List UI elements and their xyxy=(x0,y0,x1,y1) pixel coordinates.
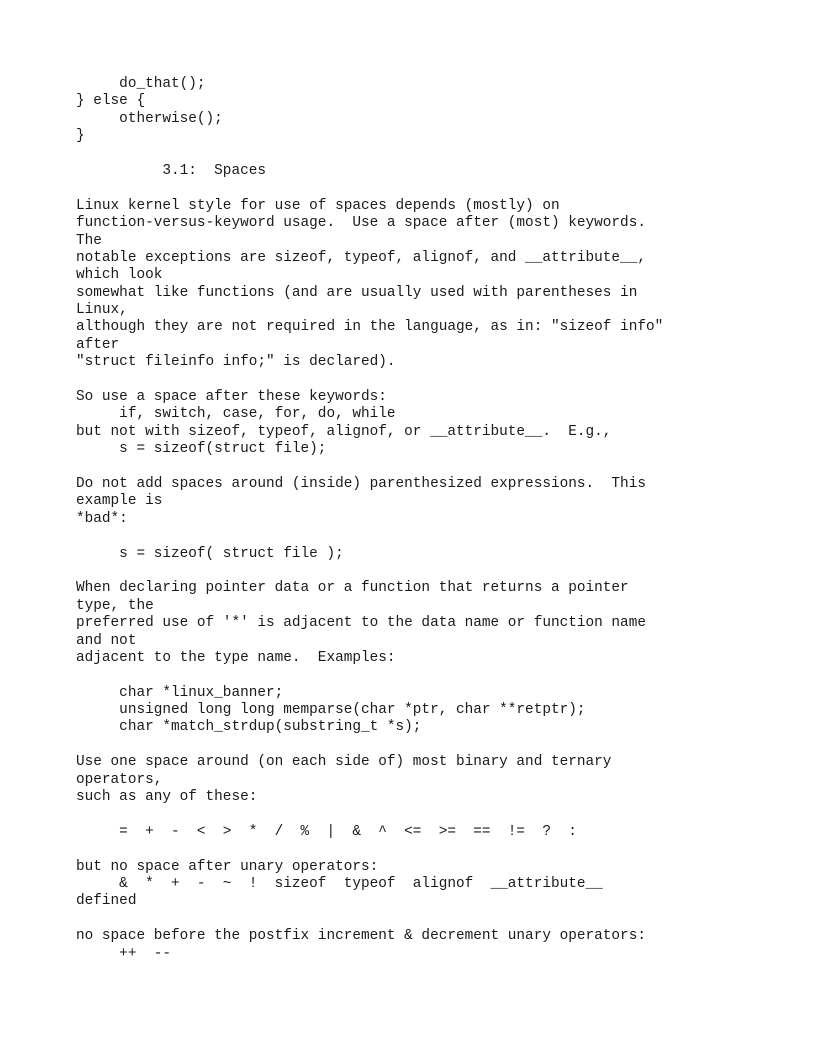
text-line: 3.1: Spaces xyxy=(76,162,266,179)
text-line: char *match_strdup(substring_t *s); xyxy=(76,719,422,736)
text-line: & * + - ~ ! sizeof typeof alignof __attribute__ xyxy=(76,875,603,892)
text-line xyxy=(76,911,766,928)
text-line: if, switch, case, for, do, while xyxy=(76,406,396,423)
text-line: preferred use of '*' is adjacent to the data name or function name xyxy=(76,615,646,632)
text-line: Linux, xyxy=(76,302,128,319)
text-line: unsigned long long memparse(char *ptr, char **retptr); xyxy=(76,702,586,719)
text-line: } else { xyxy=(76,93,146,110)
text-line xyxy=(76,180,766,197)
text-line: do_that(); xyxy=(76,76,206,92)
text-line: no space before the postfix increment & decrement unary operators: xyxy=(76,928,646,945)
text-line: such as any of these: xyxy=(76,789,258,806)
text-line: s = sizeof( struct file ); xyxy=(76,545,344,562)
text-line xyxy=(76,563,766,580)
text-line: The xyxy=(76,232,102,249)
text-line: after xyxy=(76,336,120,353)
text-line xyxy=(76,528,766,545)
text-line: char *linux_banner; xyxy=(76,684,284,701)
text-line xyxy=(76,841,766,858)
text-line: adjacent to the type name. Examples: xyxy=(76,649,396,666)
text-line: example is xyxy=(76,493,163,510)
text-line xyxy=(76,667,766,684)
text-line xyxy=(76,146,766,163)
text-line: Use one space around (on each side of) most binary and ternary xyxy=(76,754,612,771)
text-line: Linux kernel style for use of spaces depends (mostly) on xyxy=(76,197,560,214)
text-line: but not with sizeof, typeof, alignof, or __attribute__. E.g., xyxy=(76,423,612,440)
text-line: "struct fileinfo info;" is declared). xyxy=(76,354,396,371)
text-line: operators, xyxy=(76,771,163,788)
text-line: but no space after unary operators: xyxy=(76,858,379,875)
text-line: So use a space after these keywords: xyxy=(76,389,387,406)
text-line: Do not add spaces around (inside) parenthesized expressions. This xyxy=(76,475,646,492)
text-line: notable exceptions are sizeof, typeof, alignof, and __attribute__, xyxy=(76,249,646,266)
text-line: which look xyxy=(76,267,163,284)
text-line: although they are not required in the language, as in: "sizeof info" xyxy=(76,319,664,336)
text-line: ++ -- xyxy=(76,945,171,962)
text-line xyxy=(76,737,766,754)
document-page xyxy=(76,76,766,1036)
text-line xyxy=(76,806,766,823)
text-line xyxy=(76,372,766,389)
text-line: } xyxy=(76,128,85,145)
text-line: *bad*: xyxy=(76,510,128,527)
text-line: s = sizeof(struct file); xyxy=(76,441,327,458)
text-line: = + - < > * / % | & ^ <= >= == != ? : xyxy=(76,823,577,840)
text-line: When declaring pointer data or a function that returns a pointer xyxy=(76,580,629,597)
text-line: function-versus-keyword usage. Use a space after (most) keywords. xyxy=(76,215,646,232)
text-line: defined xyxy=(76,893,137,910)
text-line xyxy=(76,459,766,476)
text-line: and not xyxy=(76,632,137,649)
text-line: somewhat like functions (and are usually used with parentheses in xyxy=(76,284,638,301)
text-line: otherwise(); xyxy=(76,110,223,127)
text-line: type, the xyxy=(76,597,154,614)
